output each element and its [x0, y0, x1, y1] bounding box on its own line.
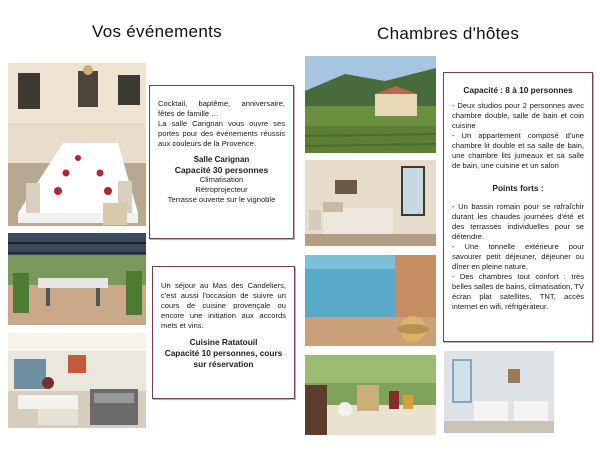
- rooms-item: - Un appartement composé d'une chambre lit double et sa salle de bain, une chambre lits jumeaux et sa salle de bain, une cuisine et un salon: [452, 131, 584, 170]
- strength-item: - Une tonnelle extérieure pour savourer petit déjeuner, déjeuner ou dîner en pleine nature.: [452, 242, 584, 271]
- terrace-photo: [8, 233, 146, 325]
- rooms-heading: Chambres d'hôtes: [377, 24, 520, 43]
- bedroom-photo: [305, 160, 436, 246]
- roman-pool-photo: [305, 255, 436, 346]
- cooking-class-title: Cuisine Ratatouil: [189, 337, 258, 347]
- kitchen-photo: [8, 333, 146, 428]
- breakfast-table-photo: [305, 355, 436, 435]
- strengths-title: Points forts :: [492, 183, 544, 193]
- hall-feature: Climatisation: [199, 175, 244, 184]
- hall-description-text: La salle Carignan vous ouvre ses portes pour des événements réussis aux couleurs de la Provence.: [158, 119, 285, 148]
- cooking-class-info-box: [152, 266, 295, 399]
- events-heading: Vos événements: [92, 22, 222, 41]
- banquet-hall-photo: [8, 63, 146, 226]
- strength-item: - Des chambres tout confort : très belles salles de bains, climatisation, TV écran plat satellites, TNT, accès internet en wifi, réfrigérateur.: [452, 272, 584, 311]
- event-hall-info-box: [149, 85, 294, 239]
- strength-item: - Un bassin romain pour se rafraîchir durant les chaudes journées d'été et des terrasses individuelles pour se détendre.: [452, 202, 584, 241]
- hall-capacity: Capacité 30 personnes: [174, 165, 269, 175]
- vineyard-house-photo: [305, 56, 436, 153]
- rooms-capacity: Capacité : 8 à 10 personnes: [463, 85, 573, 95]
- hall-name: Salle Carignan: [193, 155, 250, 164]
- rooms-item: - Deux studios pour 2 personnes avec chambre double, salle de bain et coin cuisine: [452, 101, 584, 130]
- cooking-class-description: Un séjour au Mas des Candeliers, c'est aussi l'occasion de suivre un cours de cuisine provençale ou encore une initiation aux accords mets et vins.: [161, 281, 286, 330]
- hall-feature: Terrasse ouverte sur le vignoble: [167, 195, 276, 204]
- twin-bedroom-photo: [444, 351, 554, 433]
- event-types-text: Cocktail, baptême, anniversaire, fêtes de famille …: [158, 99, 285, 118]
- guest-rooms-info-box: [443, 72, 593, 342]
- cooking-class-details: Capacité 10 personnes, cours sur réservation: [164, 348, 283, 369]
- hall-feature: Rétroprojecteur: [195, 185, 248, 194]
